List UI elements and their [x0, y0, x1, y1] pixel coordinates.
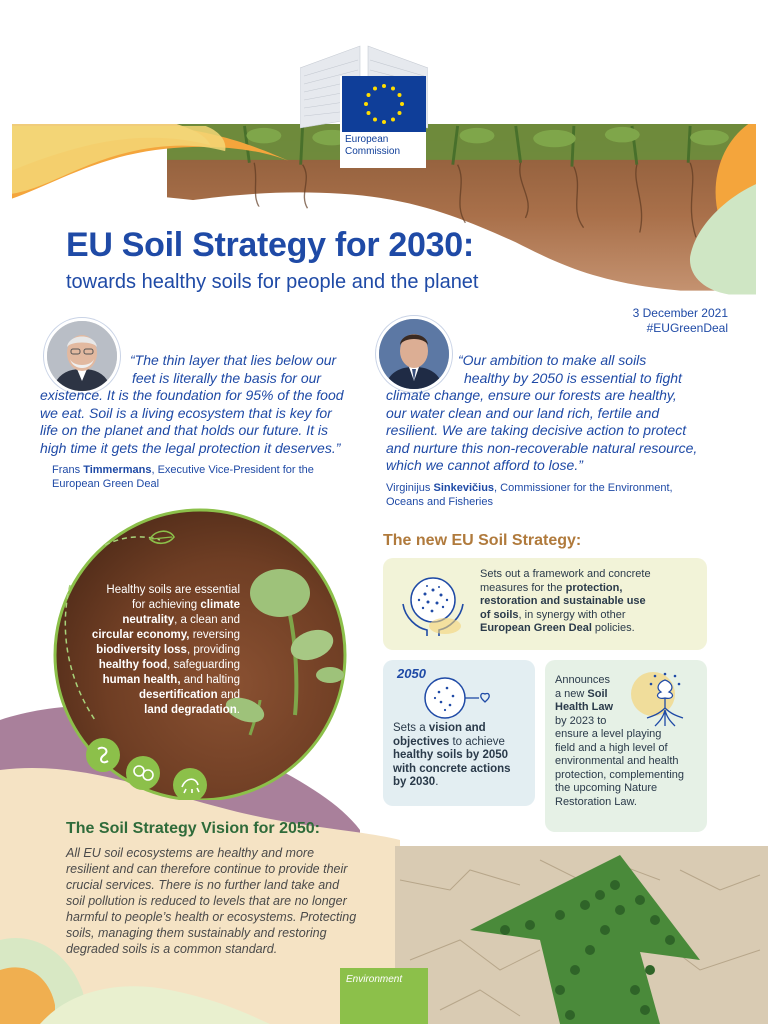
box-keyword: restoration and sustainable use — [480, 595, 646, 607]
quote-line: our water clean and our land rich, fertile and — [386, 404, 660, 421]
speaker-role: European Green Deal — [52, 478, 160, 490]
quote-line: high time it gets the legal protection it deserves.” — [40, 439, 341, 456]
vision-line: soils, managing them sustainably and restoring — [66, 926, 327, 940]
year-2050-label: 2050 — [397, 666, 426, 681]
box-line: policies. — [591, 622, 635, 634]
soil-health-law-text — [555, 674, 705, 809]
strategy-heading: The new EU Soil Strategy: — [383, 532, 582, 549]
circle-text — [70, 583, 240, 718]
box-keyword: of soils — [480, 608, 519, 621]
box-keyword: with concrete actions — [393, 762, 511, 775]
circle-keyword: human health, — [102, 674, 181, 686]
vision-line: All EU soil ecosystems are healthy and more — [66, 846, 315, 860]
quote-line: we eat. Soil is a living ecosystem that is key for — [40, 404, 332, 421]
quote-timmermans — [40, 352, 360, 457]
vision-line: soil pollution is reduced to levels that are no longer — [66, 894, 347, 908]
vision-line: resilient and can therefore continue to provide their — [66, 862, 348, 876]
box-line: Sets out a framework and concrete — [480, 568, 651, 580]
circle-keyword: neutrality — [122, 614, 175, 626]
circle-line: . — [236, 704, 240, 716]
page-title: EU Soil Strategy for 2030: — [66, 226, 474, 264]
circle-keyword: biodiversity loss — [96, 644, 187, 656]
hands-soil-icon — [395, 566, 471, 640]
quote-line: which we cannot afford to lose.” — [386, 457, 583, 473]
quote-line: and nurture this non-recoverable natural resource, — [386, 439, 698, 456]
vision-line: degraded soils is a common standard. — [66, 942, 278, 956]
box-line: environmental and health — [555, 755, 679, 767]
box-line: Sets a — [393, 722, 429, 734]
box-line: Announces — [555, 674, 611, 686]
environment-tag — [340, 968, 428, 1024]
vision-heading: The Soil Strategy Vision for 2050: — [66, 820, 320, 837]
speaker-role: , Executive Vice-President for the — [151, 464, 314, 476]
quote-line: life on the planet and that holds our future. It is — [40, 422, 328, 438]
org-name-line2: Commission — [345, 146, 401, 157]
quote-line: existence. It is the foundation for 95% of the food — [40, 387, 344, 403]
circle-keyword: healthy food — [98, 659, 168, 671]
european-commission-logo — [300, 38, 428, 168]
attribution-timmermans — [52, 463, 352, 491]
vision-line: crucial services. There is no further land take and — [66, 878, 340, 892]
box-line: a new — [555, 687, 588, 700]
circle-keyword: desertification — [139, 689, 218, 701]
circle-line: and — [217, 689, 240, 701]
vision-line: harmful to people’s health or ecosystems. Protecting — [66, 910, 357, 924]
hashtag: #EUGreenDeal — [646, 321, 728, 335]
box-line: protection, complementing — [555, 768, 685, 781]
box-keyword: objectives — [393, 735, 450, 748]
circle-line: reversing — [189, 629, 240, 641]
box-line: by 2023 to — [555, 714, 607, 727]
quote-line: feet is literally the basis for our — [132, 369, 322, 386]
speaker-first-name: Frans — [52, 464, 84, 476]
circle-line: and halting — [180, 674, 240, 686]
quote-line: “Our ambition to make all soils — [458, 352, 647, 368]
circle-line: , safeguarding — [167, 659, 240, 671]
circle-line: for achieving — [131, 599, 201, 611]
quote-line: resilient. We are taking decisive action to protect — [386, 422, 687, 438]
circle-line: , a clean and — [174, 614, 240, 626]
quote-line: climate change, ensure our forests are healthy, — [386, 387, 677, 403]
box-line: to achieve — [449, 735, 505, 748]
org-name-line1: European — [345, 134, 389, 145]
circle-line: , providing — [186, 644, 240, 656]
circle-keyword: climate — [200, 599, 240, 611]
framework-text — [480, 568, 700, 636]
box-keyword: healthy soils by 2050 — [393, 749, 509, 761]
publication-date: 3 December 2021 — [632, 306, 728, 320]
strategy-box-soil-health-law — [545, 660, 707, 832]
soil-globe-heart-icon — [417, 674, 497, 722]
vision-text — [66, 845, 376, 957]
speaker-last-name: Timmermans — [83, 464, 152, 476]
circle-keyword: circular economy, — [91, 629, 190, 641]
box-line: , in synergy with other — [518, 608, 626, 621]
box-keyword: Soil — [587, 687, 608, 700]
strategy-box-framework — [383, 558, 707, 650]
box-line: Restoration Law. — [555, 795, 637, 808]
date-block — [633, 306, 728, 336]
quote-sinkevicius — [386, 352, 716, 475]
strategy-box-vision — [383, 660, 535, 806]
box-line: the upcoming Nature — [555, 782, 658, 794]
box-keyword: Health Law — [555, 701, 614, 713]
box-line: . — [435, 776, 439, 788]
speaker-last-name: Sinkevičius — [433, 482, 495, 494]
box-keyword: European Green Deal — [480, 622, 592, 634]
page-subtitle: towards healthy soils for people and the planet — [66, 271, 479, 293]
environment-tag-label: Environment — [346, 974, 403, 985]
box-line: field and a high level of — [555, 741, 668, 754]
box-line: measures for the — [480, 581, 566, 594]
quote-line: healthy by 2050 is essential to fight — [464, 369, 682, 386]
circle-keyword: land degradation — [144, 704, 237, 716]
org-name — [345, 134, 400, 158]
attribution-sinkevicius — [386, 481, 726, 509]
box-keyword: vision and — [428, 722, 486, 734]
speaker-role: Oceans and Fisheries — [386, 496, 493, 508]
quote-line: “The thin layer that lies below our — [130, 352, 337, 368]
speaker-role: , Commissioner for the Environment, — [494, 482, 673, 494]
box-keyword: protection, — [565, 581, 623, 594]
box-keyword: by 2030 — [393, 776, 436, 788]
vision-box-text — [393, 722, 533, 790]
speaker-first-name: Virginijus — [386, 482, 434, 494]
box-line: ensure a level playing — [555, 728, 662, 740]
circle-line: Healthy soils are essential — [106, 584, 240, 596]
